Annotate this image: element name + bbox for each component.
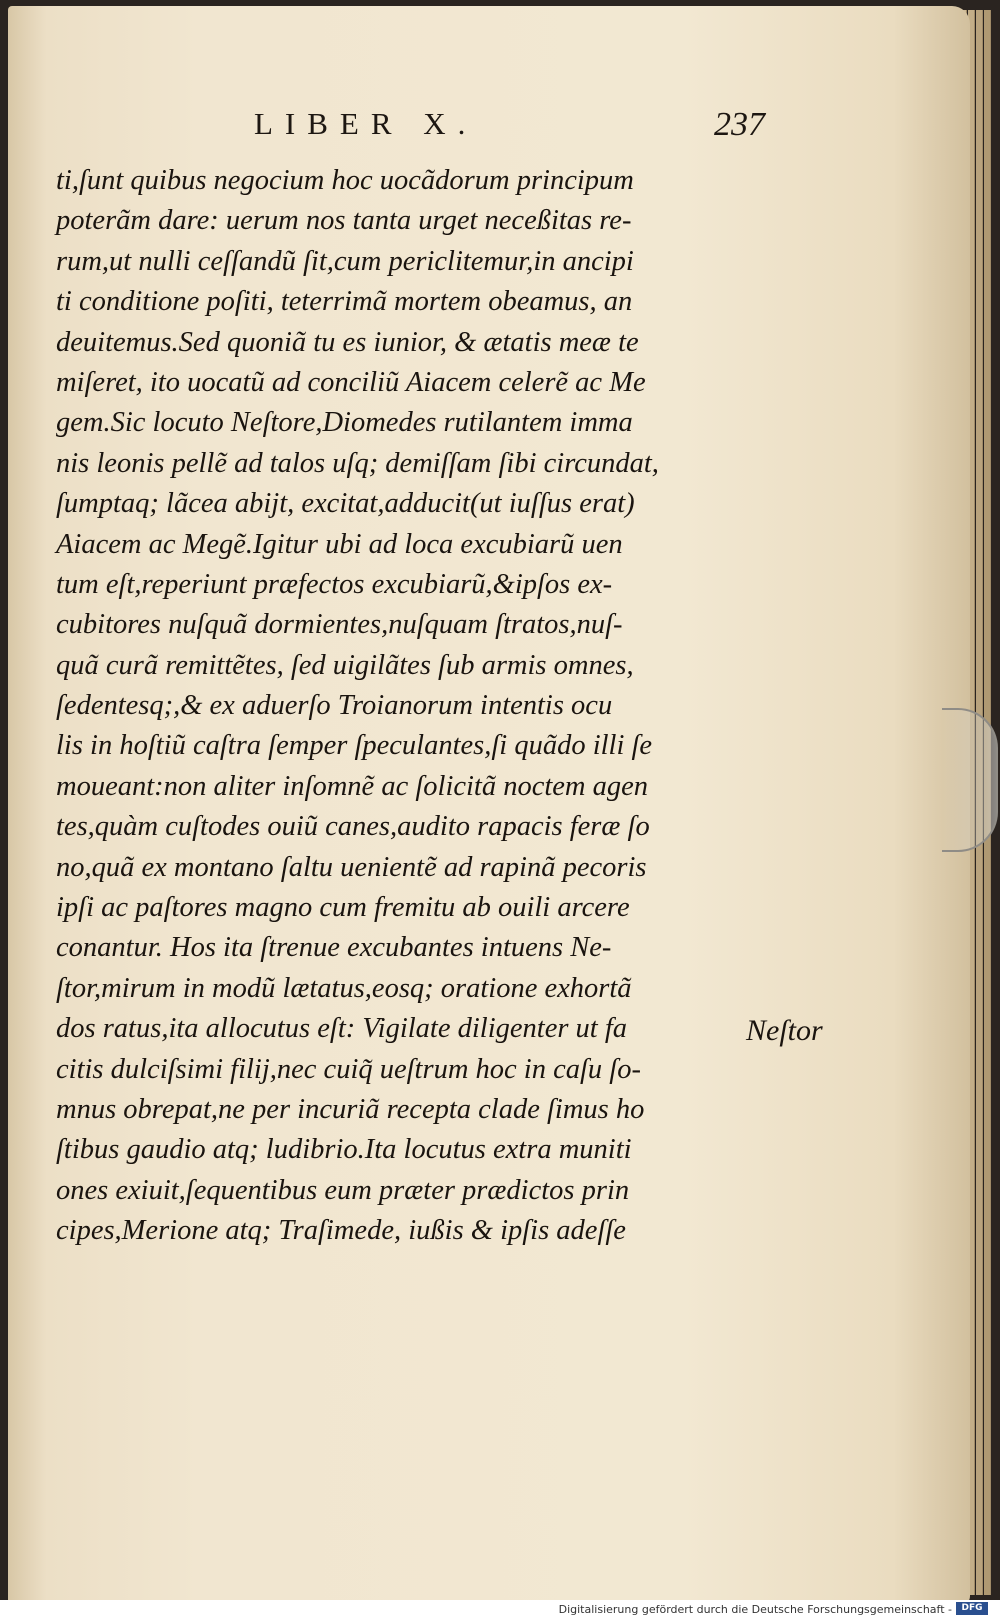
- text-line: rum,ut nulli ceſſandũ ſit,cum periclitemur,in ancipi: [56, 245, 634, 277]
- text-line: ones exiuit,ſequentibus eum præter prædictos prin: [56, 1174, 630, 1206]
- text-line: ti,ſunt quibus negocium hoc uocãdorum principum: [56, 165, 634, 196]
- text-line: dos ratus,ita allocutus eſt: Vigilate diligenter ut fa: [56, 1013, 628, 1045]
- book-page: [8, 6, 970, 1606]
- text-line: lis in hoſtiũ caſtra ſemper ſpeculantes,ſi quãdo illi ſe: [56, 730, 653, 762]
- text-line: tum eſt,reperiunt præfectos excubiarũ,&ipſos ex-: [56, 568, 613, 600]
- running-title: LIBER X.: [254, 106, 478, 141]
- text-line: miſeret, ito uocatũ ad conciliũ Aiacem celerẽ ac Me: [56, 366, 646, 398]
- text-line: ſtor,mirum in modũ lætatus,eosq; oratione exhortã: [56, 972, 632, 1004]
- clasp-tab: [942, 708, 998, 852]
- body-text: [56, 161, 750, 1252]
- text-line: gem.Sic locuto Neſtore,Diomedes rutilantem imma: [56, 407, 633, 439]
- text-line: conantur. Hos ita ſtrenue excubantes intuens Ne-: [56, 932, 612, 964]
- text-line: ſedentesq;,& ex aduerſo Troianorum intentis ocu: [56, 690, 613, 722]
- text-line: Aiacem ac Megẽ.Igitur ubi ad loca excubiarũ uen: [56, 528, 623, 560]
- text-line: ſtibus gaudio atq; ludibrio.Ita locutus extra muniti: [56, 1134, 632, 1166]
- text-line: ſumptaq; lãcea abijt, excitat,adducit(ut iuſſus erat): [56, 488, 635, 520]
- text-line: tes,quàm cuſtodes ouiũ canes,audito rapacis feræ ſo: [56, 811, 650, 843]
- dfg-logo: DFG: [956, 1602, 988, 1615]
- text-line: no,quã ex montano ſaltu uenientẽ ad rapinã pecoris: [56, 851, 647, 883]
- text-line: deuitemus.Sed quoniã tu es iunior, & ætatis meæ te: [56, 326, 639, 358]
- text-line: poterãm dare: uerum nos tanta urget neceßitas re-: [56, 205, 632, 237]
- text-line: citis dulciſsimi filij,nec cuiq̃ ueſtrum hoc in caſu ſo-: [56, 1053, 641, 1085]
- text-line: mnus obrepat,ne per incuriã recepta clade ſimus ho: [56, 1093, 645, 1125]
- page-number: 237: [714, 106, 765, 143]
- text-line: moueant:non aliter inſomnẽ ac ſolicitã noctem agen: [56, 770, 649, 802]
- text-line: ipſi ac paſtores magno cum fremitu ab ouili arcere: [56, 892, 630, 924]
- marginal-note: Neſtor: [746, 1014, 823, 1047]
- text-line: nis leonis pellẽ ad talos uſq; demiſſam ſibi circundat,: [56, 447, 659, 479]
- text-line: quã curã remittẽtes, ſed uigilãtes ſub armis omnes,: [56, 649, 634, 681]
- page-header: [8, 104, 970, 148]
- text-line: cipes,Merione atq; Traſimede, iußis & ipſis adeſſe: [56, 1215, 626, 1247]
- text-line: cubitores nuſquã dormientes,nuſquam ſtratos,nuſ-: [56, 609, 623, 641]
- digitization-credit: Digitalisierung gefördert durch die Deutsche Forschungsgemeinschaft -: [558, 1603, 952, 1616]
- text-line: ti conditione poſiti, teterrimã mortem obeamus, an: [56, 286, 633, 318]
